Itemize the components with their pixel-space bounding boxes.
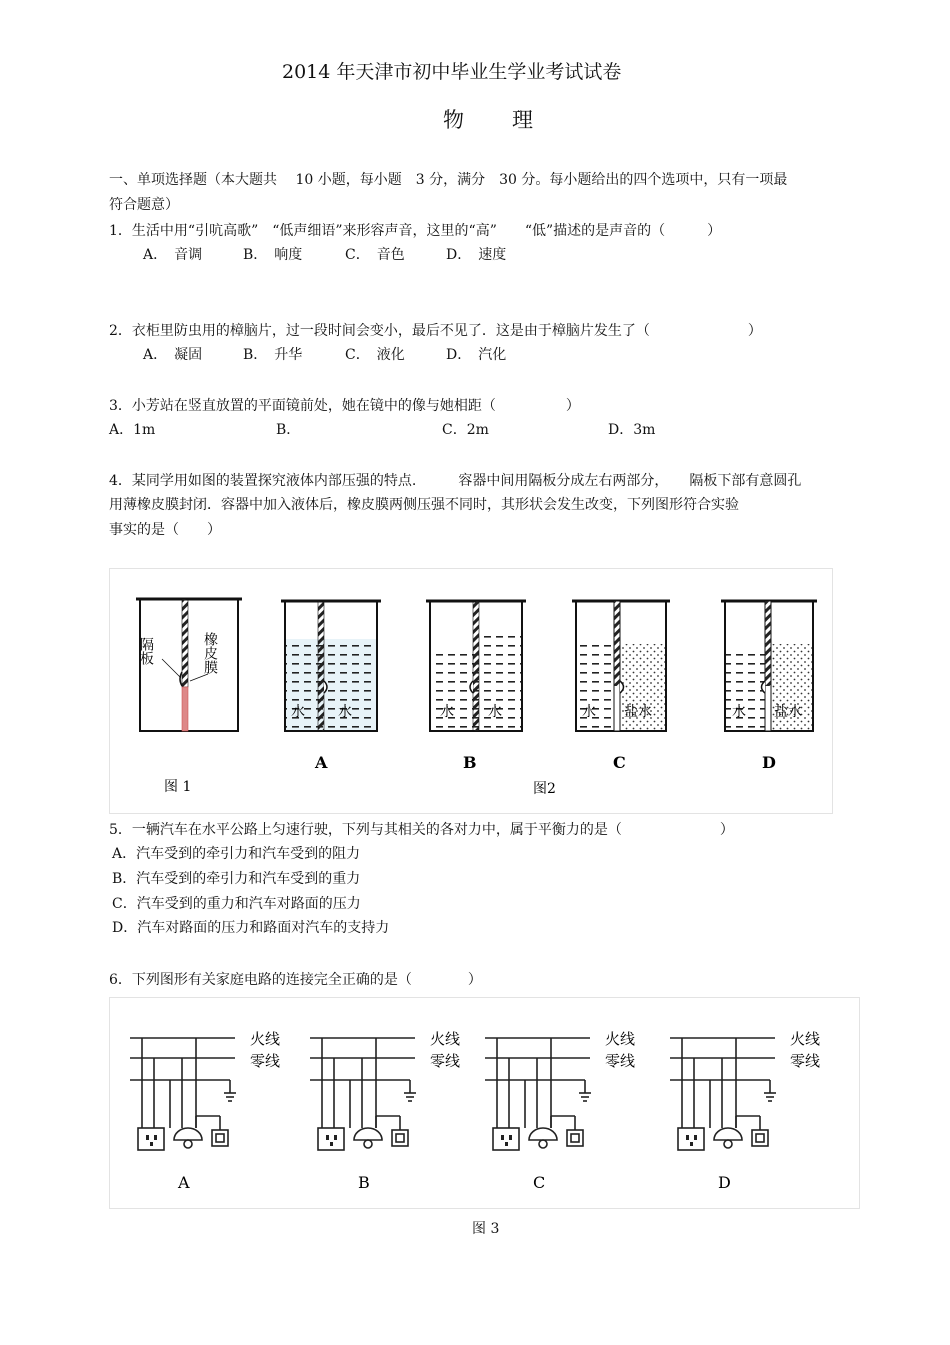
- socket-hole: [694, 1135, 697, 1140]
- neutral-wire-label: 零线: [250, 1052, 281, 1070]
- circuit-figure: [109, 997, 860, 1209]
- paper-title: 2014 年天津市初中毕业生学业考试试卷: [282, 61, 622, 83]
- c-left-liquid: 水: [582, 704, 596, 720]
- q2-option-c: C． 液化: [345, 347, 405, 363]
- question-2-stem: 2．衣柜里防虫用的樟脑片，过一段时间会变小，最后不见了．这是由于樟脑片发生了（ ）: [109, 323, 762, 339]
- socket-hole: [690, 1142, 693, 1146]
- circuit-label: D: [718, 1173, 731, 1192]
- circuit-option-c: [485, 1030, 635, 1192]
- label-b: B: [463, 753, 477, 772]
- socket-hole: [505, 1142, 508, 1146]
- socket-hole: [146, 1135, 149, 1140]
- pressure-figure-svg: [110, 569, 832, 813]
- d-left-liquid: 水: [732, 704, 746, 720]
- section-heading: 一、单项选择题（本大题共 10 小题，每小题 3 分，满分 30 分。每小题给出的四个选项中，只有一项最: [109, 172, 788, 188]
- neutral-wire-label: 零线: [790, 1052, 821, 1070]
- q5-option-b: B．汽车受到的牵引力和汽车受到的重力: [112, 871, 361, 887]
- live-wire-label: 火线: [605, 1030, 636, 1048]
- q1-option-a: A． 音调: [143, 247, 203, 263]
- fig1-container: [136, 599, 242, 795]
- figure-3-caption: 图 3: [472, 1221, 500, 1237]
- question-6-stem: 6．下列图形有关家庭电路的连接完全正确的是（ ）: [109, 972, 482, 988]
- q5-option-c: C．汽车受到的重力和汽车对路面的压力: [112, 896, 361, 912]
- socket-hole: [150, 1142, 153, 1146]
- pressure-figure: [109, 568, 833, 814]
- q3-option-d: D．3m: [608, 422, 656, 438]
- partition-label: 隔板: [138, 637, 154, 665]
- membrane-label: 橡皮膜: [202, 632, 218, 674]
- live-wire-label: 火线: [250, 1030, 281, 1048]
- container-option-a: [281, 601, 381, 772]
- question-1-stem: 1．生活中用“引吭高歌” “低声细语”来形容声音，这里的“高” “低”描述的是声音的（ ）: [109, 223, 722, 239]
- q5-option-d: D．汽车对路面的压力和路面对汽车的支持力: [112, 920, 390, 936]
- question-5-stem: 5．一辆汽车在水平公路上匀速行驶，下列与其相关的各对力中，属于平衡力的是（ ）: [109, 822, 734, 838]
- circuit-option-d: [670, 1030, 820, 1192]
- q1-option-b: B． 响度: [243, 247, 303, 263]
- q3-option-b: B．: [276, 422, 301, 438]
- circuit-label: C: [533, 1173, 546, 1192]
- question-4-line3: 事实的是（ ）: [109, 522, 221, 538]
- socket-hole: [154, 1135, 157, 1140]
- socket-hole: [686, 1135, 689, 1140]
- fig1-caption: 图 1: [164, 779, 192, 795]
- circuit-label: B: [358, 1173, 370, 1192]
- section-heading-cont: 符合题意）: [109, 197, 179, 213]
- q2-option-a: A． 凝固: [143, 347, 203, 363]
- socket-hole: [330, 1142, 333, 1146]
- d-right-liquid: 盐水: [774, 704, 802, 720]
- socket-hole: [501, 1135, 504, 1140]
- fig2-caption: 图2: [533, 781, 556, 797]
- c-right-liquid: 盐水: [624, 704, 652, 720]
- socket-hole: [326, 1135, 329, 1140]
- b-right-liquid: 水: [488, 704, 502, 720]
- container-option-c: [572, 601, 670, 772]
- q1-option-c: C． 音色: [345, 247, 405, 263]
- circuit-option-b: [310, 1030, 460, 1192]
- socket-hole: [509, 1135, 512, 1140]
- live-wire-label: 火线: [790, 1030, 821, 1048]
- question-3-stem: 3．小芳站在竖直放置的平面镜前处，她在镜中的像与她相距（ ）: [109, 398, 580, 414]
- neutral-wire-label: 零线: [605, 1052, 636, 1070]
- q2-option-d: D． 汽化: [446, 347, 507, 363]
- a-left-liquid: 水: [291, 704, 305, 720]
- container-option-d: [721, 601, 817, 772]
- neutral-wire-label: 零线: [430, 1052, 461, 1070]
- a-right-liquid: 水: [338, 704, 352, 720]
- q3-option-c: C．2m: [442, 422, 489, 438]
- question-4-line1: 4．某同学用如图的装置探究液体内部压强的特点. 容器中间用隔板分成左右两部分， 隔板下部有意圆孔: [109, 473, 802, 489]
- live-wire-label: 火线: [430, 1030, 461, 1048]
- label-c: C: [613, 753, 626, 772]
- q1-option-d: D． 速度: [446, 247, 507, 263]
- question-4-line2: 用薄橡皮膜封闭．容器中加入液体后，橡皮膜两侧压强不同时，其形状会发生改变，下列图形符合实验: [109, 497, 739, 513]
- q2-option-b: B． 升华: [243, 347, 303, 363]
- circuit-option-a: [130, 1030, 280, 1192]
- q3-option-a: A．1m: [109, 422, 156, 438]
- label-d: D: [762, 753, 776, 772]
- container-option-b: [426, 601, 526, 772]
- subject-title: 物 理: [443, 108, 535, 132]
- circuit-label: A: [178, 1173, 190, 1192]
- q5-option-a: A．汽车受到的牵引力和汽车受到的阻力: [112, 846, 361, 862]
- b-left-liquid: 水: [440, 704, 454, 720]
- socket-hole: [334, 1135, 337, 1140]
- label-a: A: [315, 753, 328, 772]
- circuit-figure-svg: [110, 998, 859, 1208]
